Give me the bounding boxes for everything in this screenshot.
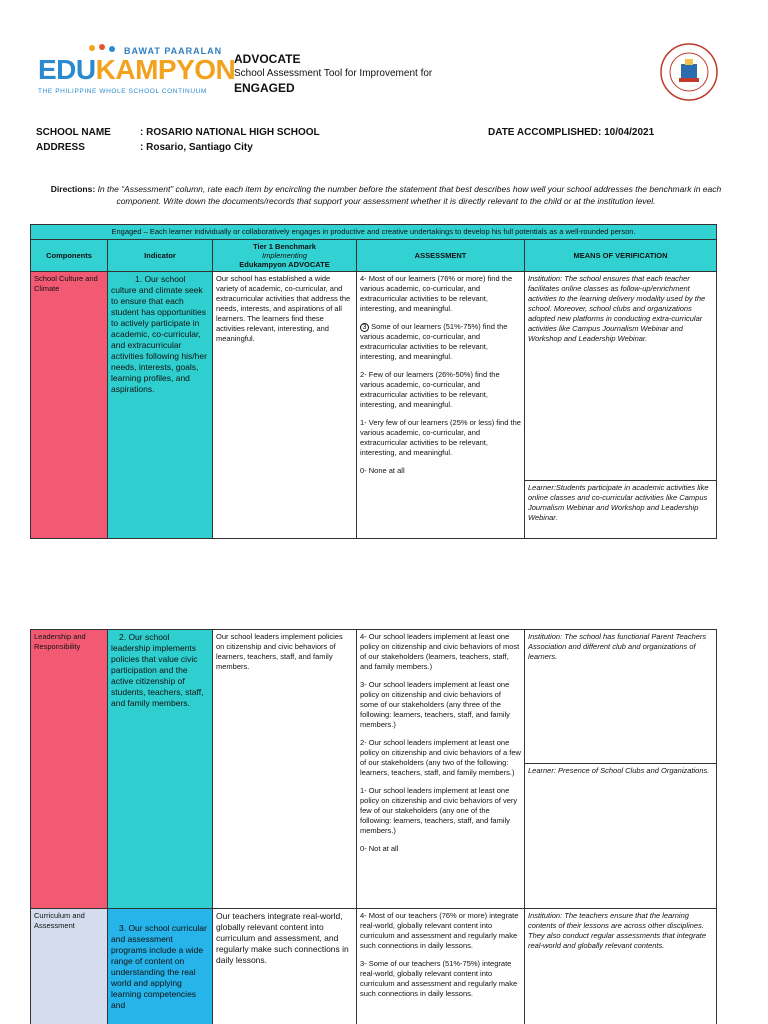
table-banner: Engaged – Each learner individually or collaboratively engages in productive and creative undertakings to develop his full potentials as a well-rounded person.	[31, 225, 717, 240]
directions-label: Directions:	[50, 184, 96, 194]
header-engaged: ENGAGED	[234, 81, 295, 95]
assessment-option-4: 4- Our school leaders implement at least one policy on citizenship and civic behaviors of most of our stakeholders (learners, teachers, staff, and family members.)	[360, 632, 520, 671]
header-tool-title: School Assessment Tool for Improvement for	[234, 68, 433, 79]
mov-cell	[525, 909, 717, 1024]
assessment-cell	[357, 272, 525, 539]
assessment-cell	[357, 909, 525, 1024]
indicator-cell: 3. Our school curricular and assessment programs include a wide range of content on understanding the real world and applying learning competencies and	[108, 909, 213, 1024]
assessment-option-0: 0- Not at all	[360, 844, 399, 853]
school-seal-icon	[659, 42, 719, 102]
logo-subtitle: THE PHILIPPINE WHOLE SCHOOL CONTINUUM	[38, 88, 207, 95]
header-advocate: ADVOCATE	[234, 52, 301, 66]
assessment-table-part-1	[30, 224, 717, 539]
table-row	[31, 630, 717, 909]
header-components: Components	[31, 240, 108, 272]
assessment-option-3: 3 Some of our learners (51%-75%) find the various academic, co-curricular, and extracurricular activities to be relevant, interesting, and meaningful.	[360, 322, 508, 361]
assessment-option-2: 2- Our school leaders implement at least one policy on citizenship and civic behaviors of a few of our stakeholders (any two of the following: learners, teachers, staff, and family members.)	[360, 738, 521, 777]
component-cell: Curriculum and Assessment	[31, 909, 108, 1024]
component-cell: Leadership and Responsibility	[31, 630, 108, 909]
address-value: : Rosario, Santiago City	[140, 142, 253, 153]
indicator-cell: 1. Our school culture and climate seek to ensure that each student has opportunities to actively participate in academic, co-curricular, and extracurricular activities following his/her needs, interests, goals, learning profiles, and aspirations.	[108, 272, 213, 539]
logo-tagline: BAWAT PAARALAN	[124, 46, 223, 56]
date-accomplished: DATE ACCOMPLISHED: 10/04/2021	[488, 127, 655, 138]
address-label: ADDRESS	[36, 142, 85, 153]
mov-cell	[525, 630, 717, 909]
selected-rating-circle: 3	[360, 323, 369, 332]
component-cell: School Culture and Climate	[31, 272, 108, 539]
mov-institution: Institution: The teachers ensure that the learning contents of their lessons are across other disciplines. They also conduct regular assessments that integrate real-world and globally relevant contents.	[528, 911, 707, 950]
mov-learner: Learner: Presence of School Clubs and Organizations.	[525, 763, 716, 778]
assessment-option-4: 4- Most of our teachers (76% or more) integrate real-world, globally relevant content into curriculum and assessment and regularly make such connections in daily lessons.	[360, 911, 519, 950]
assessment-option-3: 3- Some of our teachers (51%-75%) integrate real-world, globally relevant content into curriculum and assessment and regularly make such connections in daily lessons.	[360, 959, 518, 998]
assessment-option-2: 2- Few of our learners (26%-50%) find the various academic, co-curricular, and extracurricular activities to be relevant, interesting, and meaningful.	[360, 370, 500, 409]
school-name-label: SCHOOL NAME	[36, 127, 111, 138]
table-row	[31, 909, 717, 1024]
mov-cell	[525, 272, 717, 539]
benchmark-cell: Our teachers integrate real-world, globally relevant content into curriculum and assessment, and regularly make such connections in daily lessons.	[213, 909, 357, 1024]
assessment-option-3: 3- Our school leaders implement at least one policy on citizenship and civic behaviors of some of our stakeholders (any three of the following: learners, teachers, staff, and family members.)	[360, 680, 510, 729]
directions-text: In the “Assessment” column, rate each item by encircling the number before the statement that best describes how well your school addresses the benchmark in each component. Write down the documents/records that support your assessment whether it is directly relevant to the child or at the institution level.	[97, 184, 722, 206]
header-benchmark: Tier 1 Benchmark Implementing Edukampyon ADVOCATE	[213, 240, 357, 272]
assessment-option-1: 1- Very few of our learners (25% or less) find the various academic, co-curricular, and extracurricular activities to be relevant, interesting, and meaningful.	[360, 418, 521, 457]
mov-learner: Learner:Students participate in academic activities like online classes and co-curricular activities like Campus Journalism Webinar and Workshop and Leadership Webinar.	[525, 480, 716, 525]
header-indicator: Indicator	[108, 240, 213, 272]
school-name-value: : ROSARIO NATIONAL HIGH SCHOOL	[140, 127, 320, 138]
benchmark-cell: Our school leaders implement policies on citizenship and civic behaviors of learners, teachers, staff, and family members.	[213, 630, 357, 909]
assessment-option-1: 1- Our school leaders implement at least one policy on citizenship and civic behaviors of very few of our stakeholders (any one of the following: learners, teachers, staff, and family members.)	[360, 786, 518, 835]
assessment-cell	[357, 630, 525, 909]
edukampyon-logo	[36, 44, 236, 100]
header-mov: MEANS OF VERIFICATION	[525, 240, 717, 272]
benchmark-cell: Our school has established a wide variety of academic, co-curricular, and extracurricular activities that address the needs, interests, and aspirations of all learners. The learners find these activities relevant, interesting, and meaningful.	[213, 272, 357, 539]
directions	[36, 183, 736, 207]
assessment-option-4: 4- Most of our learners (76% or more) find the various academic, co-curricular, and extracurricular activities to be relevant, interesting, and meaningful.	[360, 274, 513, 313]
mov-institution: Institution: The school has functional Parent Teachers Association and different club and organizations of learners.	[528, 632, 707, 661]
header-assessment: ASSESSMENT	[357, 240, 525, 272]
logo-wordmark: EDUKAMPYON	[38, 54, 236, 85]
assessment-table-part-2	[30, 629, 717, 1024]
indicator-cell: 2. Our school leadership implements policies that value civic participation and the active citizenship of students, teachers, staff, and family members.	[108, 630, 213, 909]
table-row	[31, 272, 717, 539]
mov-institution: Institution: The school ensures that each teacher facilitates online classes as follow-up/enrichment activities to the learning delivery modality used by the school. Moreover, school clubs and organizations adopted new platforms in conducting extra-curricular activities like Campus Journalism Webinar and Workshop and Leadership Webinar.	[528, 274, 706, 343]
assessment-option-0: 0- None at all	[360, 466, 405, 475]
